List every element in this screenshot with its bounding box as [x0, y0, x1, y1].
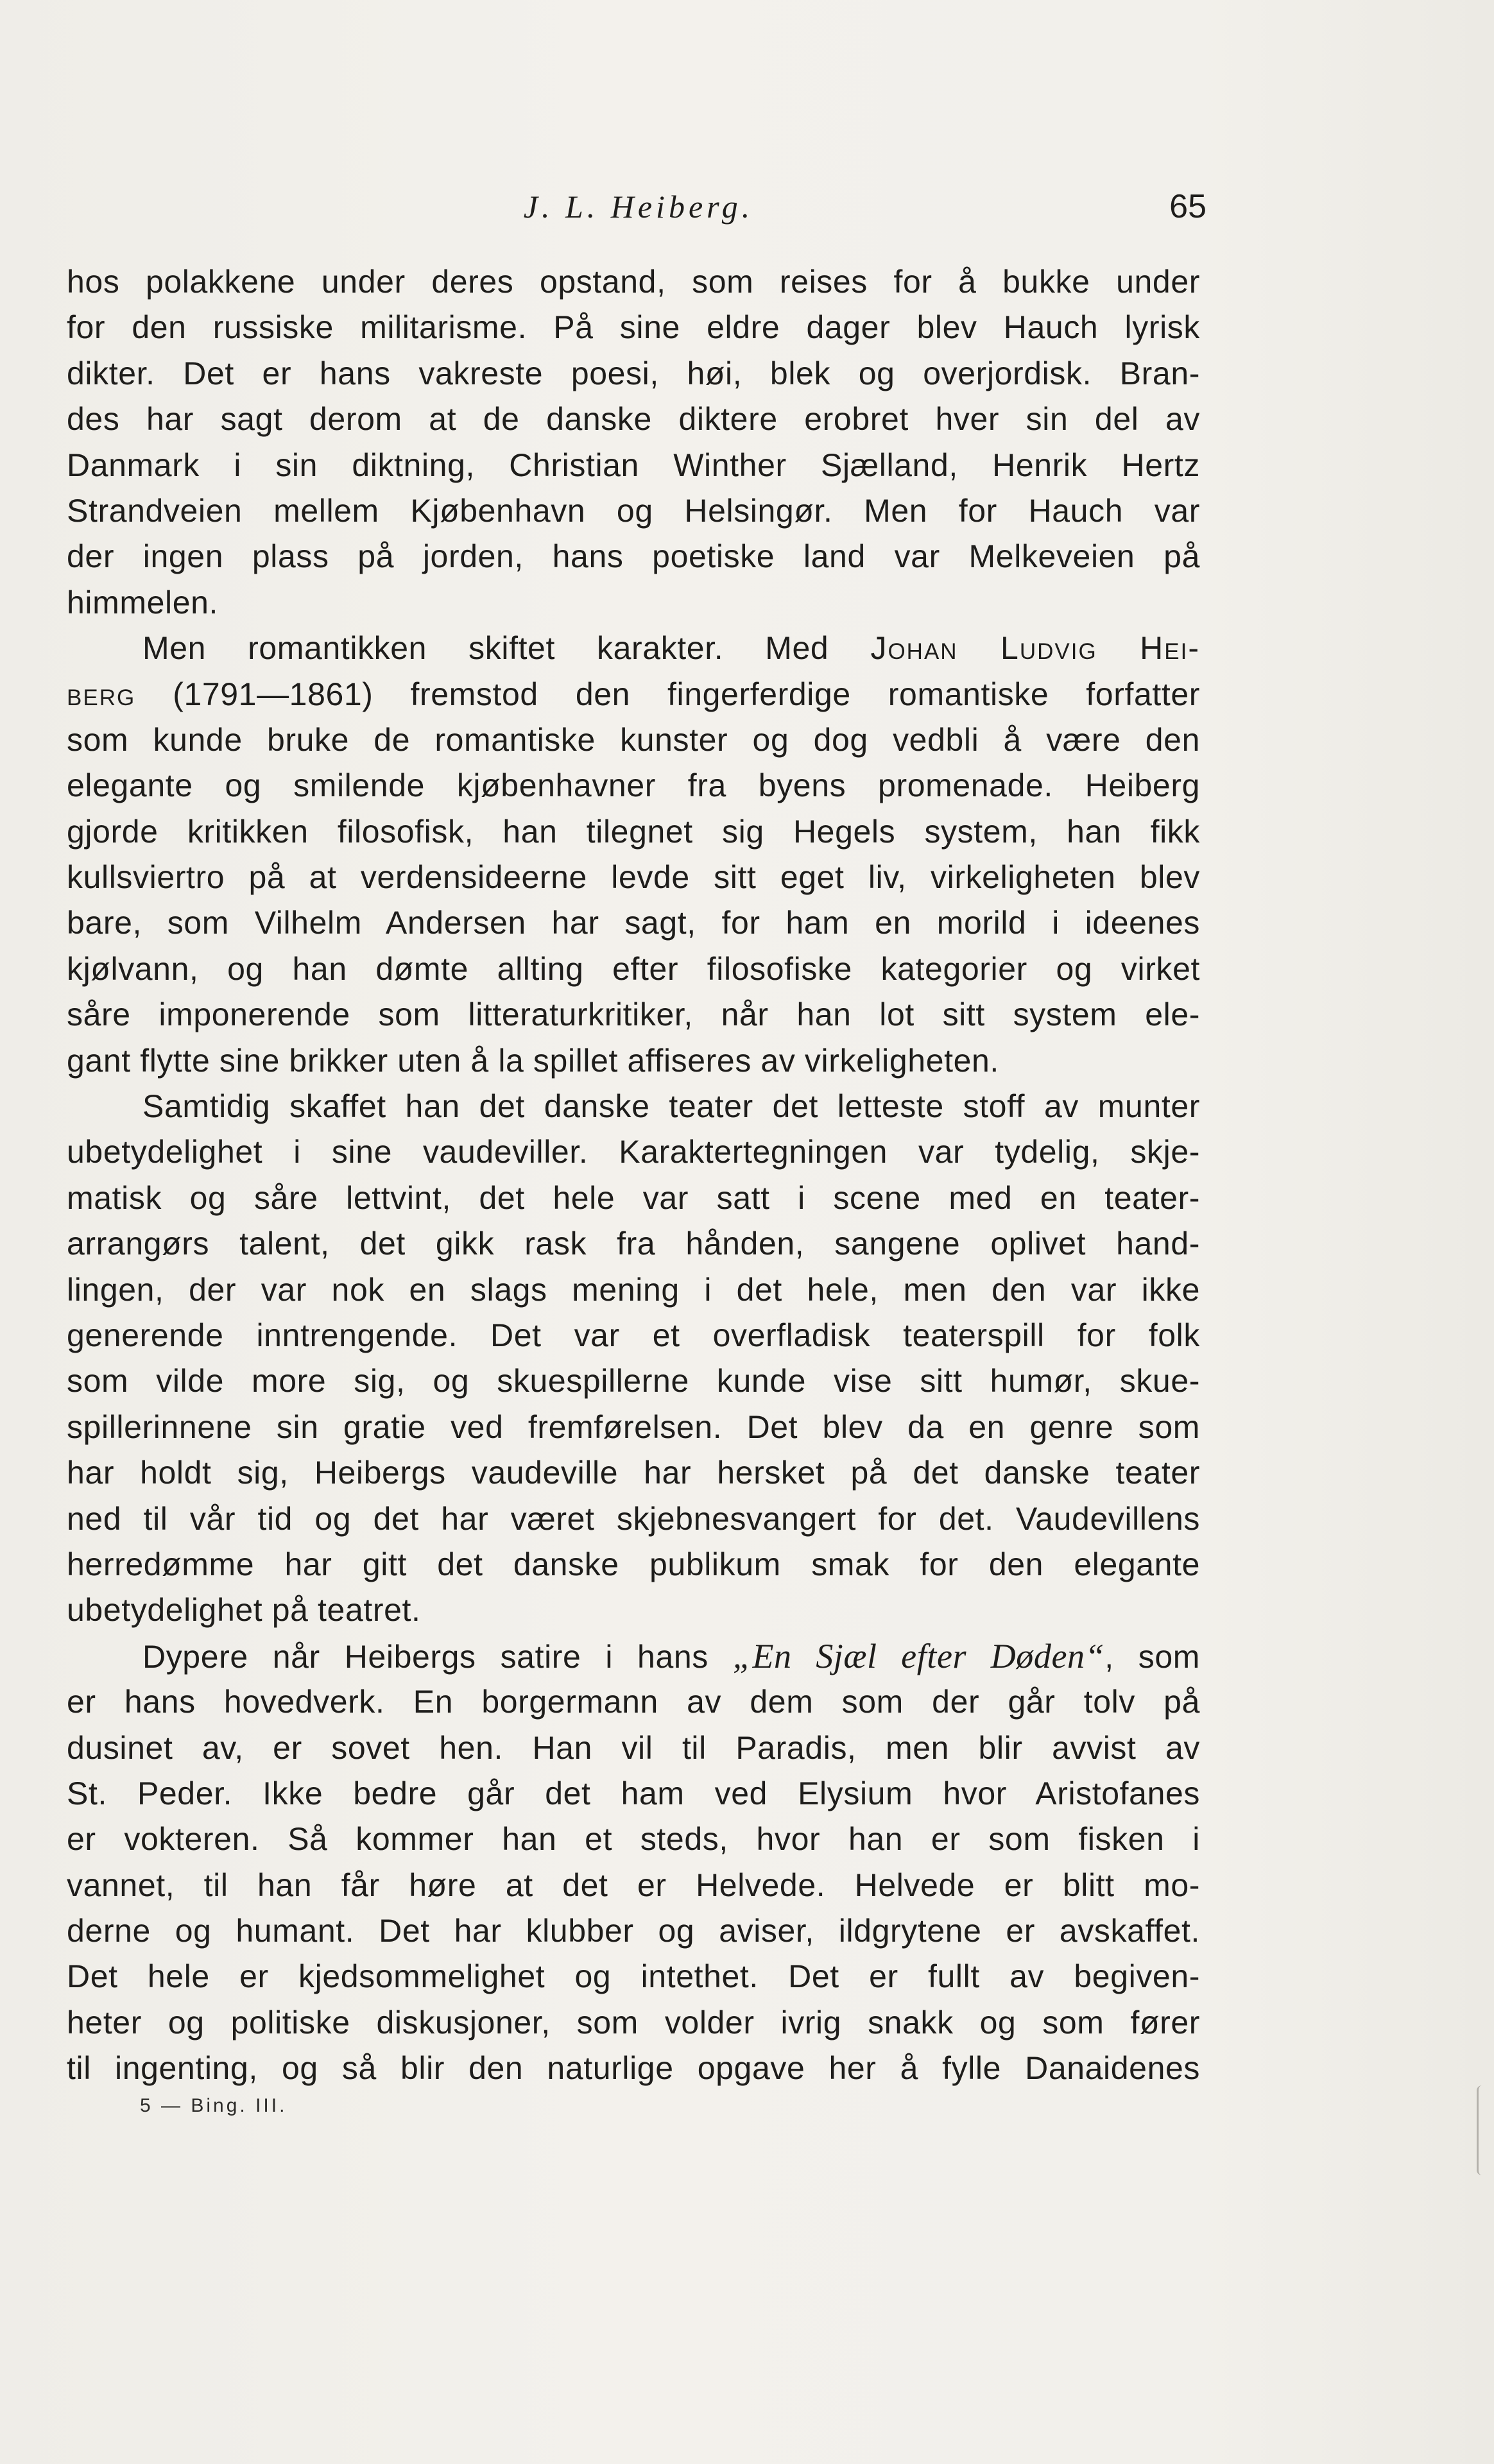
text-line: [67, 626, 1200, 671]
text-line: kullsviertro på at verdensideerne levde sitt eget liv, virkeligheten blev: [67, 859, 1200, 896]
text-line: matisk og såre lettvint, det hele var satt i scene med en teater-: [67, 1179, 1200, 1216]
text-line: [67, 672, 1200, 717]
text-line: arrangørs talent, det gikk rask fra hånden, sangene oplivet hand-: [67, 1226, 1200, 1262]
author-name-smallcaps: Johan Ludvig Hei-: [870, 630, 1201, 667]
text-line: hos polakkene under deres opstand, som reises for å bukke under: [67, 264, 1200, 300]
page-edge-mark: [1477, 2085, 1490, 2175]
text-line: ned til vår tid og det har været skjebnesvangert for det. Vaudevillens: [67, 1500, 1200, 1537]
text-line: Danmark i sin diktning, Christian Winther Sjælland, Henrik Hertz: [67, 447, 1200, 483]
text-line: herredømme har gitt det danske publikum smak for den elegante: [67, 1546, 1200, 1582]
text-line: gant flytte sine brikker uten å la spillet affiseres av virkeligheten.: [67, 1042, 999, 1079]
text-line: lingen, der var nok en slags mening i det hele, men den var ikke: [67, 1271, 1200, 1308]
page-number: 65: [1169, 188, 1206, 225]
text-line: for den russiske militarisme. På sine eldre dager blev Hauch lyrisk: [67, 309, 1200, 346]
text-line: des har sagt derom at de danske diktere erobret hver sin del av: [67, 401, 1200, 438]
author-name-smallcaps: berg: [67, 676, 136, 712]
work-title-italic: „En Sjæl efter Døden“: [732, 1636, 1105, 1675]
text-line: der ingen plass på jorden, hans poetiske land var Melkeveien på: [67, 538, 1200, 575]
text-run: (1791—1861) fremstod den fingerferdige romantiske forfatter: [135, 676, 1200, 712]
text-line: har holdt sig, Heibergs vaudeville har hersket på det danske teater: [67, 1455, 1200, 1491]
text-line: spillerinnene sin gratie ved fremførelsen. Det blev da en genre som: [67, 1408, 1200, 1445]
text-run: Men romantikken skiftet karakter. Med: [142, 630, 871, 667]
text-line: Samtidig skaffet han det danske teater det letteste stoff av munter: [142, 1088, 1200, 1125]
text-line: vannet, til han får høre at det er Helvede. Helvede er blitt mo-: [67, 1867, 1200, 1903]
text-line: heter og politiske diskusjoner, som volder ivrig snakk og som fører: [67, 2004, 1200, 2041]
text-line: derne og humant. Det har klubber og aviser, ildgrytene er avskaffet.: [67, 1913, 1200, 1949]
text-line: himmelen.: [67, 584, 219, 620]
text-line: som kunde bruke de romantiske kunster og dog vedbli å være den: [67, 721, 1200, 758]
text-line: ubetydelighet i sine vaudeviller. Karaktertegningen var tydelig, skje-: [67, 1134, 1200, 1170]
text-line: Strandveien mellem Kjøbenhavn og Helsingør. Men for Hauch var: [67, 492, 1200, 529]
text-line: Det hele er kjedsommelighet og intethet. Det er fullt av begiven-: [67, 1958, 1200, 1995]
text-run: Dypere når Heibergs satire i hans: [142, 1638, 733, 1675]
text-run: , som: [1104, 1638, 1200, 1675]
signature-mark: 5 — Bing. III.: [140, 2095, 288, 2116]
text-line: gjorde kritikken filosofisk, han tilegnet sig Hegels system, han fikk: [67, 813, 1200, 850]
text-line: bare, som Vilhelm Andersen har sagt, for ham en morild i ideenes: [67, 905, 1200, 941]
text-line: er hans hovedverk. En borgermann av dem som der går tolv på: [67, 1684, 1200, 1720]
text-line: St. Peder. Ikke bedre går det ham ved Elysium hvor Aristofanes: [67, 1775, 1200, 1811]
text-line: ubetydelighet på teatret.: [67, 1592, 421, 1629]
text-line: dusinet av, er sovet hen. Han vil til Paradis, men blir avvist av: [67, 1729, 1200, 1766]
text-line: elegante og smilende kjøbenhavner fra byens promenade. Heiberg: [67, 767, 1200, 804]
text-line: til ingenting, og så blir den naturlige opgave her å fylle Danaidenes: [67, 2050, 1200, 2087]
text-line: som vilde more sig, og skuespillerne kunde vise sitt humør, skue-: [67, 1363, 1200, 1399]
text-line: generende inntrengende. Det var et overfladisk teaterspill for folk: [67, 1317, 1200, 1353]
text-line: kjølvann, og han dømte allting efter filosofiske kategorier og virket: [67, 950, 1200, 987]
page-header: [71, 181, 1206, 232]
text-line: er vokteren. Så kommer han et steds, hvor han er som fisken i: [67, 1821, 1200, 1858]
text-line: dikter. Det er hans vakreste poesi, høi, blek og overjordisk. Bran-: [67, 355, 1200, 391]
text-line: såre imponerende som litteraturkritiker, når han lot sitt system ele-: [67, 997, 1200, 1033]
body-text: [67, 259, 1200, 2092]
text-line: [67, 1634, 1200, 1679]
running-title: J. L. Heiberg.: [523, 189, 754, 225]
